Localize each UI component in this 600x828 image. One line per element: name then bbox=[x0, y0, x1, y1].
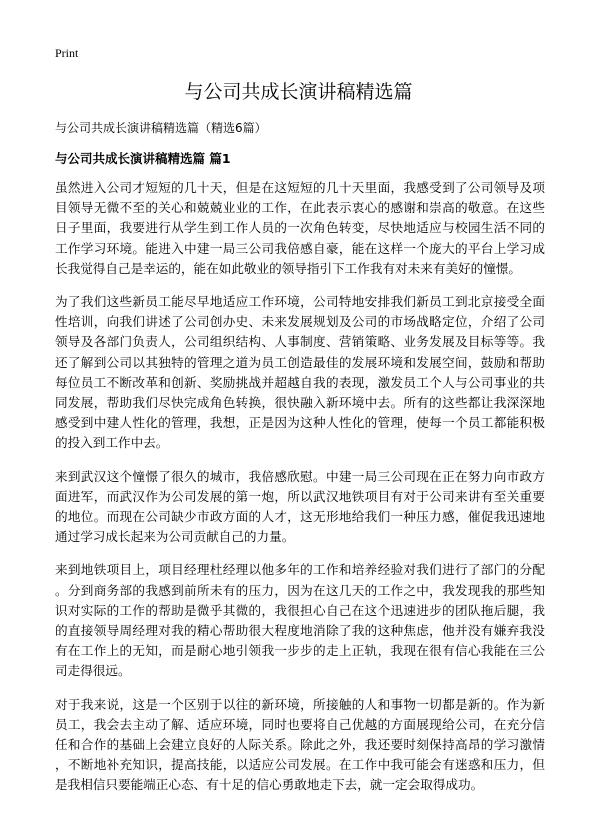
document-subtitle: 与公司共成长演讲稿精选篇（精选6篇） bbox=[55, 121, 267, 135]
paragraph-4: 来到地铁项目上，项目经理杜经理以他多年的工作和培养经验对我们进行了部门的分配。分到商务部的我感到前所未有的压力，因为在这几天的工作之中，我发现我的那些知识对实际的工作的帮助是微乎其微的，我很担心自己在这个迅速进步的团队拖后腿，我的直接领导周经理对我的精心帮助很大程度地消除了我的这种焦虑，他并没有嫌弃我没有在工作上的无知，而是耐心地引领我一步步的走上正轨，我现在很有信心我能在三公司走得很远。 bbox=[55, 562, 545, 679]
paragraph-5: 对于我来说，这是一个区别于以往的新环境，所接触的人和事物一切都是新的。作为新员工，我会去主动了解、适应环境，同时也要将自己优越的方面展现给公司，在充分信任和合作的基础上会建立良好的人际关系。除此之外，我还要时刻保持高昂的学习激情，不断地补充知识，提高技能，以适应公司发展。在工作中我可能会有迷惑和压力，但是我相信只要能端正心态、有十足的信心勇敢地走下去，就一定会取得成功。 bbox=[55, 696, 545, 793]
paragraph-2: 为了我们这些新员工能尽早地适应工作环境，公司特地安排我们新员工到北京接受全面性培训，向我们讲述了公司创办史、未来发展规划及公司的市场战略定位，介绍了公司领导及各部门负责人，公司组织结构、人事制度、营销策略、业务发展及目标等等。我还了解到公司以其独特的管理之道为员工创造最佳的发展环境和发展空间，鼓励和帮助每位员工不断改革和创新、奖励挑战并超越自我的表现，激发员工个人与公司事业的共同发展，帮助我们尽快完成角色转换，很快融入新环境中去。所有的这些都让我深深地感受到中建人性化的管理，我想，正是因为这种人性化的管理，使每一个员工都能积极的投入到工作中去。 bbox=[55, 294, 545, 451]
document-title: 与公司共成长演讲稿精选篇 bbox=[184, 81, 413, 103]
print-label: Print bbox=[55, 46, 79, 60]
paragraph-1: 虽然进入公司才短短的几十天，但是在这短短的几十天里面，我感受到了公司领导及项目领导无微不至的关心和兢兢业业的工作，在此表示衷心的感谢和崇高的敬意。在这些日子里面，我要进行从学生到工作人员的一次角色转变，尽快地适应与校园生活不同的工作学习环境。能进入中建一局三公司我倍感自豪，能在这样一个庞大的平台上学习成长我觉得自己是幸运的，能在如此敬业的领导指引下工作我有对未来有美好的憧憬。 bbox=[55, 180, 545, 276]
body-text bbox=[55, 178, 545, 809]
paragraph-3: 来到武汉这个憧憬了很久的城市，我倍感欣慰。中建一局三公司现在正在努力向市政方面进军，而武汉作为公司发展的第一炮，所以武汉地铁项目有对于公司来讲有至关重要的地位。而现在公司缺少市政方面的人才，这无形地给我们一种压力感，催促我迅速地通过学习成长起来为公司贡献自己的力量。 bbox=[55, 468, 545, 545]
section-heading: 与公司共成长演讲稿精选篇 篇1 bbox=[55, 151, 231, 166]
